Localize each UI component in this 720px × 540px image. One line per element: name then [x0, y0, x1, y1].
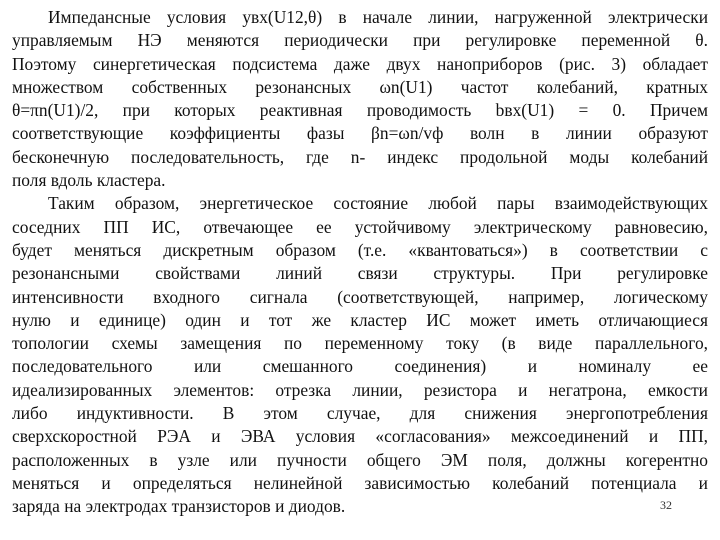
text-line: соответствующие коэффициенты фазы βn=ωn/vф волн в линии образуют	[12, 123, 708, 144]
text-line: меняться и определяться нелинейной зависимостью колебаний потенциала и	[12, 472, 708, 493]
text-line: идеализированных элементов: отрезка линии, резистора и негатрона, емкости	[12, 379, 708, 400]
text-line: множеством собственных резонансных ωn(U1) частот колебаний, кратных	[12, 76, 708, 97]
text-line: нулю и единице) один и тот же кластер ИС может иметь отличающиеся	[12, 309, 708, 330]
text-line: топологии схемы замещения по переменному току (в виде параллельного,	[12, 333, 708, 354]
text-line: либо индуктивности. В этом случае, для снижения энергопотребления	[12, 403, 708, 424]
text-line: последовательного или смешанного соединения) и номиналу ее	[12, 356, 708, 377]
text-line: Таким образом, энергетическое состояние любой пары взаимодействующих	[48, 193, 708, 214]
text-line: интенсивности входного сигнала (соответствующей, например, логическому	[12, 286, 708, 307]
paragraph-2	[12, 192, 708, 518]
text-line: поля вдоль кластера.	[12, 170, 166, 191]
body-text	[12, 6, 708, 519]
text-line: сверхскоростной РЭА и ЭВА условия «согласования» межсоединений и ПП,	[12, 426, 708, 447]
text-line: соседних ПП ИС, отвечающее ее устойчивому электрическому равновесию,	[12, 216, 708, 237]
paragraph-1	[12, 6, 708, 192]
text-line: Поэтому синергетическая подсистема даже двух наноприборов (рис. 3) обладает	[12, 53, 708, 74]
text-line: будет меняться дискретным образом (т.е. «квантоваться») в соответствии с	[12, 239, 708, 260]
page-number: 32	[660, 498, 672, 512]
text-line: заряда на электродах транзисторов и диодов.	[12, 496, 346, 517]
text-line: расположенных в узле или пучности общего ЭМ поля, должны когерентно	[12, 449, 708, 470]
text-line: управляемым НЭ меняются периодически при регулировке переменной θ.	[12, 30, 708, 51]
text-line: бесконечную последовательность, где n- индекс продольной моды колебаний	[12, 146, 708, 167]
text-line: θ=πn(U1)/2, при которых реактивная проводимость bвх(U1) = 0. Причем	[12, 100, 708, 121]
text-line: резонансными свойствами линий связи структуры. При регулировке	[12, 263, 708, 284]
text-line: Импедансные условия yвх(U12,θ) в начале линии, нагруженной электрически	[48, 7, 708, 27]
